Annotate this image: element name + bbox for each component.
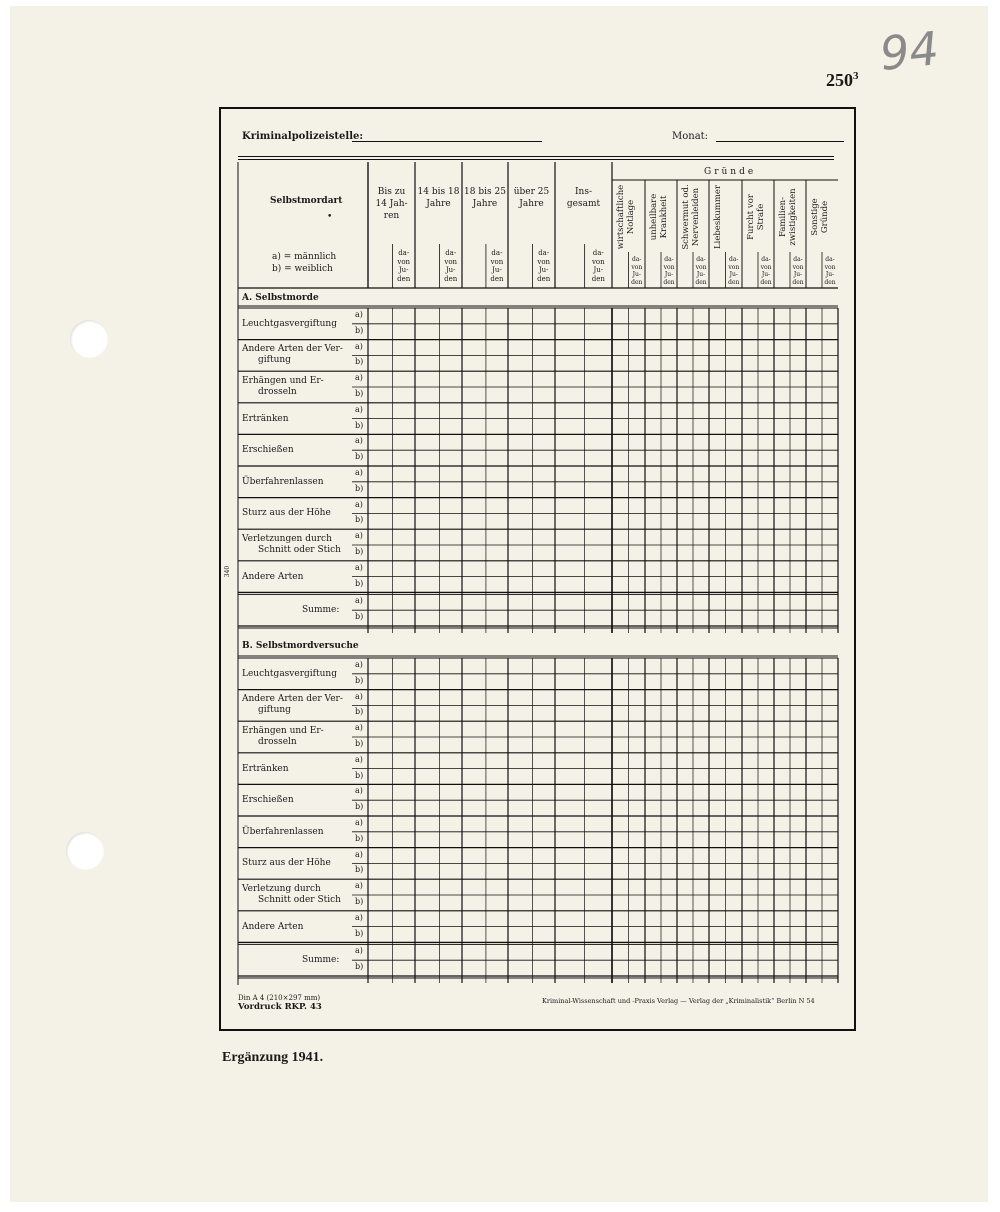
monat-label: Monat: bbox=[672, 131, 709, 142]
davon-juden-label: Ju- bbox=[696, 271, 706, 278]
davon-juden-label: da- bbox=[398, 249, 410, 257]
row-label: Leuchtgasvergiftung bbox=[242, 668, 337, 679]
age-group-header: Jahre bbox=[472, 199, 498, 209]
row-label: Ertränken bbox=[242, 763, 289, 774]
row-label: giftung bbox=[258, 705, 291, 716]
ab-label: a) bbox=[355, 660, 363, 669]
davon-juden-label: von bbox=[760, 263, 772, 271]
row-label: Sturz aus der Höhe bbox=[242, 508, 331, 519]
ab-label: b) bbox=[355, 389, 364, 398]
davon-juden-label: Ju- bbox=[729, 271, 738, 278]
ab-label: b) bbox=[355, 770, 364, 780]
section-title: A. Selbstmorde bbox=[242, 293, 319, 303]
age-group-header: Jahre bbox=[426, 199, 451, 209]
davon-juden-label: den bbox=[760, 278, 772, 286]
reason-header-line: Strafe bbox=[756, 203, 766, 231]
ab-label: a) bbox=[355, 723, 363, 733]
row-label: Verletzungen durch bbox=[242, 534, 332, 544]
reason-header-line: wirtschaftliche bbox=[616, 184, 626, 250]
legend-b: b) = weiblich bbox=[272, 264, 333, 274]
reason-header-line: Nervenleiden bbox=[691, 187, 701, 247]
davon-juden-label: da- bbox=[445, 249, 457, 257]
row-label: drosseln bbox=[258, 387, 297, 397]
davon-juden-label: von bbox=[397, 257, 411, 266]
row-label: Erschießen bbox=[242, 445, 294, 456]
kriminalpolizeistelle-label: Kriminalpolizeistelle: bbox=[242, 131, 364, 142]
row-label: drosseln bbox=[258, 737, 297, 747]
davon-juden-label: von bbox=[695, 263, 707, 271]
davon-juden-label: den bbox=[444, 274, 458, 283]
davon-juden-label: da- bbox=[664, 256, 674, 263]
davon-juden-label: den bbox=[824, 278, 836, 286]
heading-dot: • bbox=[327, 212, 333, 222]
age-group-header: 14 Jah- bbox=[375, 199, 408, 209]
reason-header-line: unheilbare bbox=[649, 193, 659, 241]
row-label: Schnitt oder Stich bbox=[258, 895, 341, 905]
davon-juden-label: Ju- bbox=[793, 271, 803, 278]
ab-label: b) bbox=[355, 515, 364, 525]
davon-juden-label: den bbox=[397, 274, 411, 283]
row-label: Leuchtgasvergiftung bbox=[242, 318, 337, 329]
davon-juden-label: den bbox=[792, 278, 804, 286]
davon-juden-label: von bbox=[824, 263, 836, 271]
davon-juden-label: da- bbox=[696, 256, 706, 263]
row-label: Andere Arten der Ver- bbox=[242, 344, 343, 355]
davon-juden-label: da- bbox=[538, 249, 550, 257]
reason-header-line: Krankheit bbox=[659, 195, 669, 239]
footer-din bbox=[238, 994, 322, 1012]
row-label: Überfahrenlassen bbox=[242, 476, 324, 487]
ab-label: b) bbox=[355, 962, 364, 972]
row-label: Erschießen bbox=[242, 795, 294, 806]
age-group-header: über 25 bbox=[513, 187, 550, 197]
ab-label: b) bbox=[355, 675, 364, 685]
ab-label: a) bbox=[355, 691, 363, 701]
davon-juden-label: den bbox=[591, 274, 605, 283]
ab-label: b) bbox=[355, 483, 364, 493]
davon-juden-label: Ju- bbox=[398, 266, 409, 274]
ab-label: a) bbox=[355, 310, 363, 319]
ergaenzung-note: Ergänzung 1941. bbox=[222, 1050, 324, 1065]
davon-juden-label: Ju- bbox=[825, 271, 835, 278]
davon-juden-label: Ju- bbox=[492, 266, 502, 274]
davon-juden-label: Ju- bbox=[632, 271, 641, 278]
row-label: Andere Arten der Ver- bbox=[242, 694, 343, 705]
row-label: giftung bbox=[258, 355, 291, 366]
ab-label: b) bbox=[355, 578, 364, 588]
ab-label: a) bbox=[355, 786, 363, 796]
age-group-header: ren bbox=[383, 211, 400, 221]
davon-juden-label: den bbox=[490, 274, 504, 283]
summe-label: Summe: bbox=[302, 605, 340, 616]
davon-juden-label: den bbox=[695, 278, 707, 286]
selbstmordart-heading: Selbstmordart bbox=[270, 196, 343, 206]
ab-label: a) bbox=[355, 849, 363, 859]
davon-juden-label: von bbox=[728, 263, 740, 271]
ab-label: a) bbox=[355, 404, 363, 414]
age-group-header: gesamt bbox=[566, 199, 601, 209]
ab-label: a) bbox=[355, 499, 363, 509]
ab-label: b) bbox=[355, 420, 364, 430]
reason-header-line: zwistigkeiten bbox=[788, 188, 798, 246]
davon-juden-label: da- bbox=[632, 256, 642, 263]
reason-header-line: Notlage bbox=[626, 199, 636, 235]
davon-juden-label: den bbox=[537, 274, 551, 283]
reason-header-line: Furcht vor bbox=[746, 194, 756, 240]
ab-label: b) bbox=[355, 612, 364, 622]
davon-juden-label: den bbox=[728, 278, 740, 286]
davon-juden-label: von bbox=[663, 263, 675, 271]
ab-label: a) bbox=[355, 468, 363, 477]
ab-label: b) bbox=[355, 325, 364, 335]
page-number: $250^3$ bbox=[826, 70, 859, 90]
ab-label: b) bbox=[355, 357, 364, 367]
davon-juden-label: Ju- bbox=[538, 266, 549, 274]
davon-juden-label: da- bbox=[729, 256, 739, 263]
ab-label: a) bbox=[355, 373, 363, 383]
ab-label: a) bbox=[355, 818, 363, 827]
ab-label: b) bbox=[355, 802, 364, 812]
row-label: Verletzung durch bbox=[242, 884, 321, 894]
davon-juden-label: den bbox=[663, 278, 675, 286]
davon-juden-label: von bbox=[490, 257, 504, 266]
ab-label: b) bbox=[355, 452, 364, 462]
ab-label: a) bbox=[355, 946, 363, 956]
davon-juden-label: da- bbox=[793, 256, 803, 263]
footer-publisher: Kriminal-Wissenschaft und -Praxis Verlag — Verlag der „Kriminalistik“ Berlin N 54 bbox=[542, 997, 815, 1005]
ab-label: b) bbox=[355, 897, 364, 906]
ab-label: a) bbox=[355, 596, 363, 606]
davon-juden-label: Ju- bbox=[664, 271, 674, 278]
ab-label: a) bbox=[355, 754, 363, 764]
summe-label: Summe: bbox=[302, 955, 340, 966]
davon-juden-label: von bbox=[537, 257, 551, 266]
ab-label: b) bbox=[355, 707, 364, 717]
ab-label: b) bbox=[355, 739, 364, 748]
ab-label: a) bbox=[355, 562, 363, 572]
reason-header-line: Schwermut od. bbox=[681, 184, 691, 250]
davon-juden-label: da- bbox=[491, 249, 503, 257]
davon-juden-label: den bbox=[631, 278, 643, 286]
row-label: Erhängen und Er- bbox=[242, 726, 324, 736]
ab-label: a) bbox=[355, 341, 363, 351]
davon-juden-label: Ju- bbox=[761, 271, 771, 278]
vordruck-label: Vordruck RKP. 43 bbox=[238, 1002, 322, 1012]
age-group-header: 14 bis 18 bbox=[417, 187, 460, 197]
ab-label: a) bbox=[355, 881, 363, 891]
ab-label: a) bbox=[355, 912, 363, 922]
row-label: Ertränken bbox=[242, 413, 289, 424]
reason-header-line: Sonstige bbox=[810, 198, 820, 236]
margin-mark: 340 bbox=[224, 565, 232, 578]
davon-juden-label: da- bbox=[825, 256, 835, 263]
handwritten-number: 94 bbox=[877, 21, 942, 81]
davon-juden-label: Ju- bbox=[593, 266, 604, 274]
reason-header-line: Gründe bbox=[820, 200, 830, 234]
reason-header-line: Liebeskummer bbox=[713, 184, 723, 250]
age-group-header: Jahre bbox=[519, 199, 544, 209]
age-group-header: 18 bis 25 bbox=[464, 187, 506, 197]
row-label: Überfahrenlassen bbox=[242, 826, 324, 837]
davon-juden-label: Ju- bbox=[445, 266, 456, 274]
row-label: Andere Arten bbox=[242, 921, 304, 932]
ab-label: b) bbox=[355, 865, 364, 875]
reason-header-line: Familien- bbox=[778, 197, 788, 237]
ab-label: b) bbox=[355, 833, 364, 843]
davon-juden-label: von bbox=[591, 257, 605, 266]
davon-juden-label: da- bbox=[592, 249, 604, 257]
davon-juden-label: von bbox=[631, 263, 643, 271]
gruende-heading: Gründe bbox=[704, 167, 757, 177]
row-label: Andere Arten bbox=[242, 571, 304, 582]
ab-label: a) bbox=[355, 436, 363, 446]
row-label: Sturz aus der Höhe bbox=[242, 858, 331, 869]
row-label: Schnitt oder Stich bbox=[258, 545, 341, 555]
section-title: B. Selbstmordversuche bbox=[242, 641, 359, 651]
age-group-header: Ins- bbox=[574, 187, 592, 197]
legend-a: a) = männlich bbox=[272, 252, 337, 262]
davon-juden-label: von bbox=[792, 263, 804, 271]
ab-label: b) bbox=[355, 547, 364, 556]
row-label: Erhängen und Er- bbox=[242, 376, 324, 386]
din-label: Din A 4 (210×297 mm) bbox=[238, 994, 321, 1002]
davon-juden-label: von bbox=[444, 257, 458, 266]
davon-juden-label: da- bbox=[761, 256, 771, 263]
ab-label: a) bbox=[355, 531, 363, 541]
age-group-header: Bis zu bbox=[377, 187, 406, 197]
ab-label: b) bbox=[355, 928, 364, 938]
